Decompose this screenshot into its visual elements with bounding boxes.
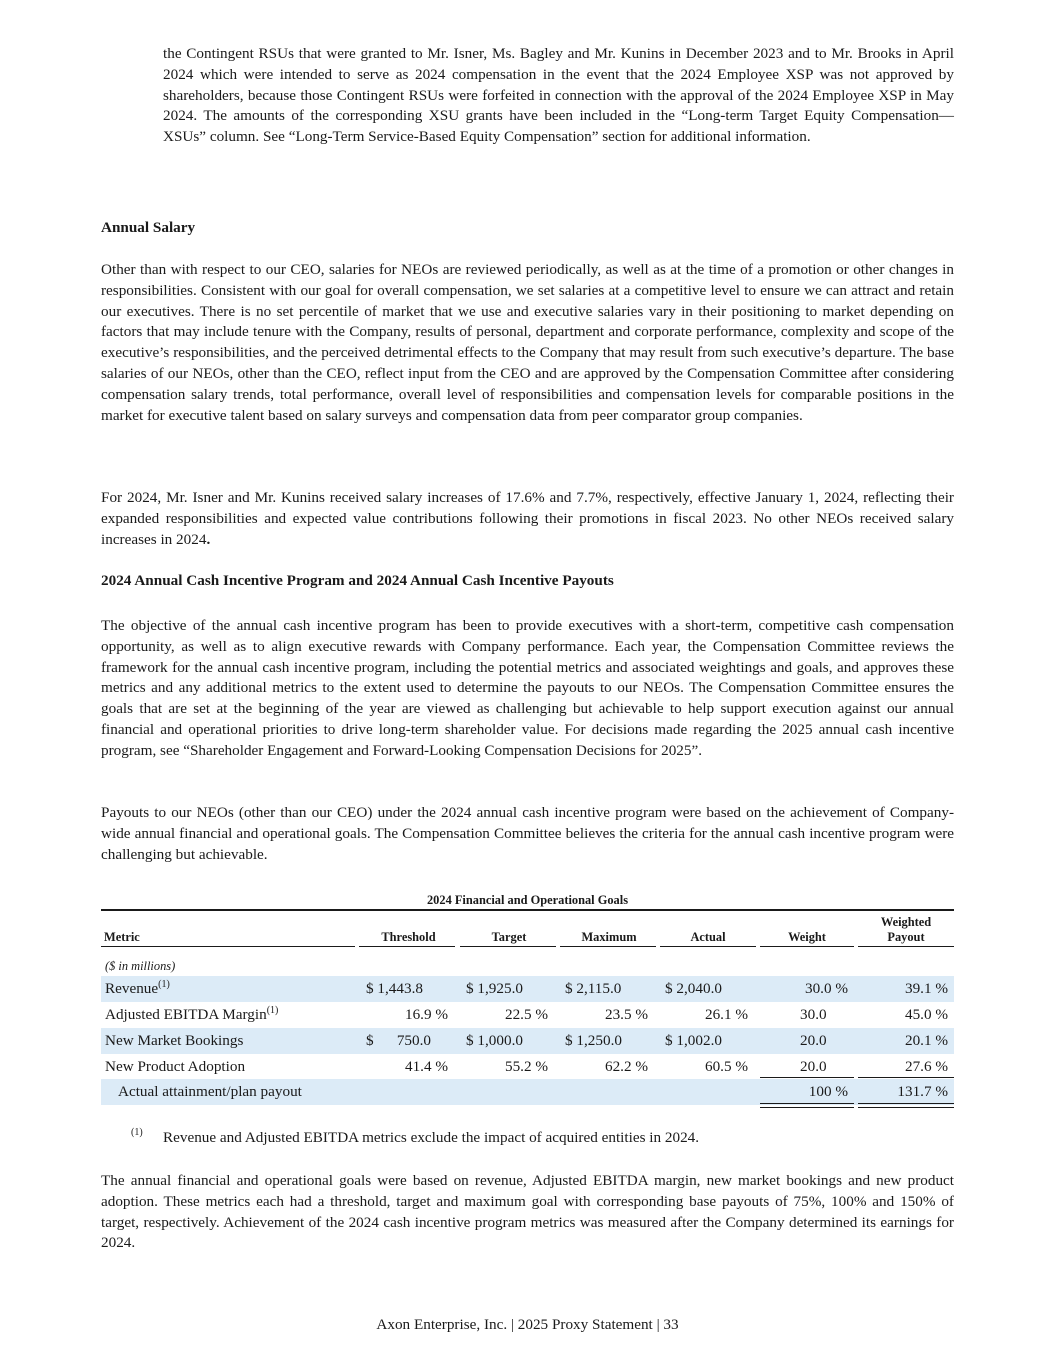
header-rule-weight bbox=[760, 946, 854, 947]
metric-label: Adjusted EBITDA Margin bbox=[105, 1006, 267, 1023]
cash-incentive-paragraph-2: Payouts to our NEOs (other than our CEO) under the 2024 annual cash incentive program were based on the achievement of Company-wide annual financial and operational goals. The Compensation Committee believes the criteria for the annual cash incentive program were challenging but achievable. bbox=[101, 804, 954, 863]
maximum-cell: $ 2,115.0 bbox=[565, 980, 622, 997]
maximum-cell: 23.5 % bbox=[604, 1006, 648, 1023]
page-footer: Axon Enterprise, Inc. | 2025 Proxy Statement | 33 bbox=[376, 1316, 679, 1333]
header-metric: Metric bbox=[104, 930, 140, 944]
total-rule-weighted-payout bbox=[858, 1077, 954, 1078]
table-unit-note: ($ in millions) bbox=[105, 959, 176, 973]
metric-cell: New Market Bookings bbox=[105, 1032, 244, 1049]
header-weighted-payout-line-1: Weighted bbox=[880, 915, 932, 929]
closing-paragraph: The annual financial and operational goals were based on revenue, Adjusted EBITDA margin, new market bookings and new product adoption. These metrics each had a threshold, target and maximum goal with corresponding base payouts of 75%, 100% and 150% of target, respectively. Achievement of the 2024 cash incentive program metrics was measured after the Company determined its earnings for 2024. bbox=[101, 1172, 954, 1252]
annual-salary-paragraph-2-text: For 2024, Mr. Isner and Mr. Kunins received salary increases of 17.6% and 7.7%, respectively, effective January 1, 2024, reflecting their expanded responsibilities and expected value contributions following their promotions in fiscal 2023. No other NEOs received salary increases in 2024 bbox=[101, 489, 954, 548]
footnote-ref: (1) bbox=[266, 1004, 279, 1016]
header-weight: Weight bbox=[788, 930, 826, 944]
maximum-cell: 62.2 % bbox=[604, 1058, 648, 1075]
maximum-cell: $ 1,250.0 bbox=[565, 1032, 622, 1049]
weight-cell: 20.0 bbox=[800, 1032, 827, 1049]
table-title: 2024 Financial and Operational Goals bbox=[426, 893, 629, 907]
total-weight-cell: 100 % bbox=[808, 1083, 848, 1100]
metric-cell bbox=[105, 976, 170, 1002]
header-weighted-payout bbox=[858, 915, 954, 944]
actual-cell: $ 2,040.0 bbox=[665, 980, 722, 997]
actual-cell: 60.5 % bbox=[704, 1058, 748, 1075]
intro-paragraph: the Contingent RSUs that were granted to Mr. Isner, Ms. Bagley and Mr. Kunins in December 2023 and to Mr. Brooks in April 2024 which were intended to serve as 2024 compensation in the event that the 2024 Employee XSP was not approved by shareholders, because those Contingent RSUs were forfeited in connection with the approval of the 2024 Employee XSP in May 2024. The amounts of the corresponding XSU grants have been included in the “Long-term Target Equity Compensation—XSUs” column. See “Long-Term Service-Based Equity Compensation” section for additional information. bbox=[163, 45, 954, 146]
threshold-currency: $ bbox=[366, 1032, 374, 1049]
table-row-adjusted-ebitda-margin bbox=[101, 1002, 954, 1028]
header-rule-actual bbox=[660, 946, 756, 947]
annual-salary-paragraph-1: Other than with respect to our CEO, salaries for NEOs are reviewed periodically, as well as at the time of a promotion or other changes in responsibilities. Consistent with our goal for overall compensation, we set salaries at a competitive level to ensure we can attract and retain our executives. There is no set percentile of market that we use and executive salaries vary in their positioning to market depending on factors that may include tenure with the Company, results of personal, department and corporate performance, complexity and scope of the executive’s responsibilities, and the perceived detrimental effects to the Company that may result from such executive’s departure. The base salaries of our NEOs, other than the CEO, reflect input from the CEO and are approved by the Compensation Committee after considering compensation salary trends, total performance, overall level of responsibilities and compensation levels for comparable positions in the market for executive talent based on salary surveys and compensation data from peer comparator group companies. bbox=[101, 261, 954, 424]
weighted-payout-cell: 27.6 % bbox=[904, 1058, 948, 1075]
metric-cell: New Product Adoption bbox=[105, 1058, 246, 1075]
header-actual: Actual bbox=[690, 930, 726, 944]
header-maximum: Maximum bbox=[581, 930, 637, 944]
header-rule-maximum bbox=[560, 946, 656, 947]
footnote-ref: (1) bbox=[158, 978, 170, 990]
threshold-cell: 41.4 % bbox=[404, 1058, 448, 1075]
target-cell: 22.5 % bbox=[504, 1006, 548, 1023]
header-rule-weighted-payout bbox=[858, 946, 954, 947]
annual-salary-heading: Annual Salary bbox=[101, 219, 196, 236]
header-weighted-payout-line-2: Payout bbox=[887, 929, 925, 944]
header-rule-threshold bbox=[359, 946, 455, 947]
weighted-payout-cell: 20.1 % bbox=[904, 1032, 948, 1049]
weight-cell: 30.0 % bbox=[804, 980, 848, 997]
annual-salary-paragraph-2 bbox=[101, 488, 954, 550]
total-double-rule-weight bbox=[760, 1103, 854, 1108]
table-row-total bbox=[101, 1079, 954, 1105]
target-cell: $ 1,000.0 bbox=[466, 1032, 523, 1049]
total-rule-weight bbox=[760, 1077, 854, 1078]
actual-cell: 26.1 % bbox=[704, 1006, 748, 1023]
header-threshold: Threshold bbox=[381, 930, 436, 944]
weighted-payout-cell: 45.0 % bbox=[904, 1006, 948, 1023]
metric-label: Revenue bbox=[105, 980, 159, 997]
header-rule-target bbox=[460, 946, 556, 947]
target-cell: 55.2 % bbox=[504, 1058, 548, 1075]
total-weighted-payout-cell: 131.7 % bbox=[897, 1083, 948, 1100]
cash-incentive-heading: 2024 Annual Cash Incentive Program and 2024 Annual Cash Incentive Payouts bbox=[101, 572, 614, 589]
table-row-new-market-bookings bbox=[101, 1028, 954, 1054]
footnote-marker: (1) bbox=[131, 1127, 143, 1138]
header-target: Target bbox=[491, 930, 527, 944]
cash-incentive-paragraph-1: The objective of the annual cash incentive program has been to provide executives with a short-term, competitive cash compensation opportunity, as well as to align executive rewards with Company performance. Each year, the Compensation Committee reviews the framework for the annual cash incentive program, including the potential metrics and associated weightings and goals, and approves these metrics and any additional metrics to the extent used to determine the payouts to our NEOs. The Compensation Committee ensures the goals that are set at the beginning of the year are viewed as challenging but achievable to help support execution against our annual financial and operational priorities to drive long-term shareholder value. For decisions made regarding the 2025 annual cash incentive program, see “Shareholder Engagement and Forward-Looking Compensation Decisions for 2025”. bbox=[101, 617, 954, 759]
threshold-cell: 16.9 % bbox=[404, 1006, 448, 1023]
annual-salary-paragraph-2-end: . bbox=[206, 530, 211, 548]
threshold-cell: 750.0 bbox=[396, 1032, 431, 1049]
footnote-text: Revenue and Adjusted EBITDA metrics exclude the impact of acquired entities in 2024. bbox=[163, 1129, 700, 1146]
target-cell: $ 1,925.0 bbox=[466, 980, 523, 997]
total-double-rule-weighted-payout bbox=[858, 1103, 954, 1108]
total-label: Actual attainment/plan payout bbox=[118, 1083, 302, 1100]
threshold-cell: $ 1,443.8 bbox=[366, 980, 423, 997]
table-top-rule bbox=[101, 909, 954, 911]
actual-cell: $ 1,002.0 bbox=[665, 1032, 722, 1049]
weighted-payout-cell: 39.1 % bbox=[904, 980, 948, 997]
metric-cell bbox=[105, 1002, 278, 1028]
weight-cell: 20.0 bbox=[800, 1058, 827, 1075]
weight-cell: 30.0 bbox=[800, 1006, 827, 1023]
header-rule-metric bbox=[101, 946, 355, 947]
table-row-revenue bbox=[101, 976, 954, 1002]
